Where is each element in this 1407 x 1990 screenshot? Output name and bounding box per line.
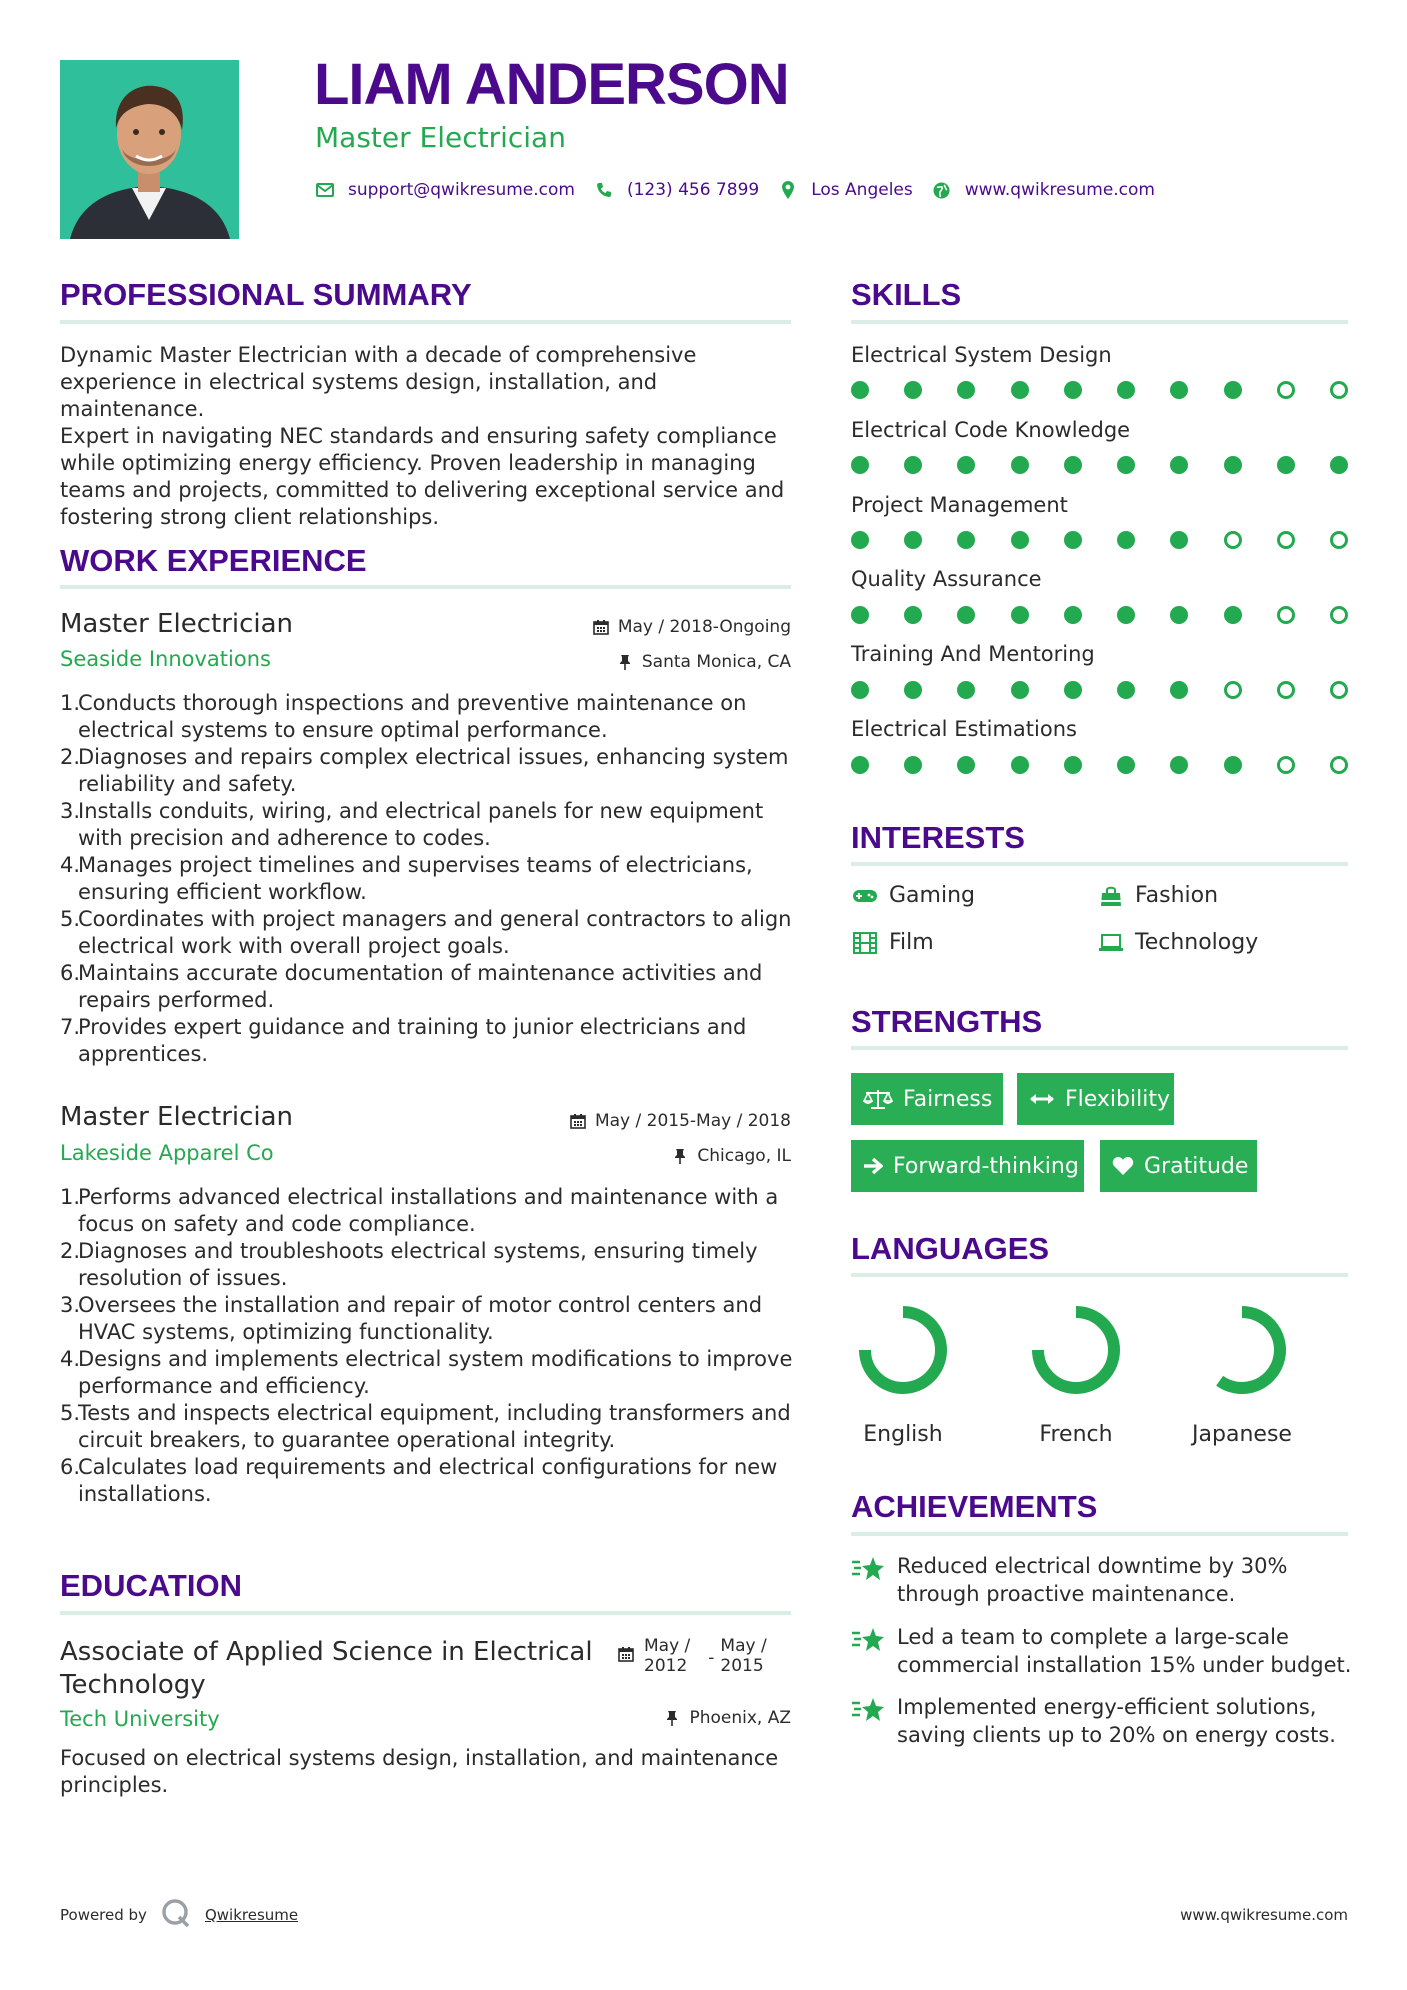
- skill-name: Project Management: [851, 493, 1068, 517]
- strengths-divider: [851, 1046, 1348, 1050]
- interests-divider: [851, 862, 1348, 866]
- globe-icon: [931, 179, 953, 201]
- summary-line: Expert in navigating NEC standards and ensuring safety compliance: [60, 424, 777, 448]
- education-description: [60, 1745, 800, 1799]
- language-item: [848, 1300, 958, 1446]
- skill-dot-filled: [957, 681, 975, 699]
- education-location: [663, 1709, 791, 1727]
- duty-item: 3. Oversees the installation and repair of motor control centers and HVAC systems, optimizing functionality.: [78, 1292, 818, 1346]
- achievement-item: [851, 1693, 1336, 1749]
- duty-item: 4. Manages project timelines and supervises teams of electricians, ensuring efficient workflow.: [78, 852, 818, 906]
- skill-dot-filled: [1170, 681, 1188, 699]
- summary-line: experience in electrical systems design, installation, and maintenance.: [60, 370, 658, 421]
- skill-dot-empty: [1330, 606, 1348, 624]
- arrow-right-icon: [863, 1154, 883, 1178]
- candidate-name: LIAM ANDERSON: [314, 52, 789, 117]
- skill-dot-empty: [1330, 681, 1348, 699]
- education-end: [720, 1636, 766, 1676]
- skill-dot-filled: [1224, 381, 1242, 399]
- skill-dot-filled: [1064, 456, 1082, 474]
- language-item: [1021, 1300, 1131, 1446]
- skill-dot-empty: [1224, 681, 1242, 699]
- duty-item: 6. Calculates load requirements and electrical configurations for new installations.: [78, 1454, 818, 1508]
- strengths-heading: STRENGTHS: [851, 1004, 1043, 1039]
- strength-label: Flexibility: [1065, 1086, 1170, 1112]
- job-title: Master Electrician: [60, 1102, 294, 1132]
- duty-list: [60, 1184, 818, 1508]
- duty-line: Conducts thorough inspections and preventive maintenance on: [78, 691, 747, 715]
- film-icon: [851, 931, 879, 955]
- skill-dot-empty: [1224, 531, 1242, 549]
- start-line: 2012: [644, 1656, 688, 1676]
- skill-dot-empty: [1277, 756, 1295, 774]
- skill-dot-empty: [1277, 681, 1295, 699]
- summary-line: fostering strong client relationships.: [60, 505, 440, 529]
- skill-dot-empty: [1277, 606, 1295, 624]
- end-line: 2015: [720, 1656, 764, 1676]
- achievement-line: Led a team to complete a large-scale: [897, 1625, 1289, 1649]
- summary-text: [60, 342, 800, 531]
- skill-dot-filled: [1277, 456, 1295, 474]
- education-dates: [618, 1636, 767, 1676]
- candidate-title: Master Electrician: [315, 121, 566, 154]
- duty-line: Oversees the installation and repair of motor control centers and: [78, 1293, 763, 1317]
- skill-dot-filled: [1170, 381, 1188, 399]
- skill-dot-empty: [1330, 531, 1348, 549]
- languages-heading: LANGUAGES: [851, 1231, 1050, 1266]
- interest-label: Technology: [1135, 930, 1259, 955]
- skill-dot-filled: [904, 381, 922, 399]
- skill-dot-filled: [1011, 681, 1029, 699]
- skill-dot-filled: [851, 381, 869, 399]
- skill-dot-filled: [904, 531, 922, 549]
- work-heading: WORK EXPERIENCE: [60, 543, 367, 578]
- interest-label: Gaming: [889, 883, 975, 908]
- duty-line: Coordinates with project managers and general contractors to align: [78, 907, 792, 931]
- skill-dot-filled: [1064, 756, 1082, 774]
- summary-line: teams and projects, committed to delivering exceptional service and: [60, 478, 785, 502]
- skill-dot-filled: [1011, 381, 1029, 399]
- skill-dot-filled: [851, 606, 869, 624]
- job-location-text: Chicago, IL: [697, 1145, 791, 1166]
- skill-dot-filled: [1117, 606, 1135, 624]
- duty-line: focus on safety and code compliance.: [78, 1212, 476, 1236]
- duty-line: electrical systems to ensure optimal performance.: [78, 718, 608, 742]
- strength-badge: [851, 1073, 1003, 1125]
- achievement-text: [897, 1623, 1351, 1679]
- skill-name: Electrical Code Knowledge: [851, 418, 1131, 442]
- gamepad-icon: [851, 884, 879, 908]
- skill-dot-filled: [1224, 606, 1242, 624]
- job-location-text: Santa Monica, CA: [641, 651, 791, 672]
- skill-rating: [851, 531, 1348, 551]
- achievement-line: commercial installation 15% under budget.: [897, 1653, 1352, 1677]
- summary-line: Dynamic Master Electrician with a decade of comprehensive: [60, 343, 697, 367]
- duty-item: 5. Tests and inspects electrical equipment, including transformers and circuit breakers, to guarantee operational integrity.: [78, 1400, 818, 1454]
- skill-dot-filled: [1117, 381, 1135, 399]
- pushpin-icon: [616, 653, 634, 671]
- duty-line: ensuring efficient workflow.: [78, 880, 367, 904]
- skill-dot-filled: [1011, 606, 1029, 624]
- degree-line: Technology: [60, 1670, 206, 1700]
- strength-label: Gratitude: [1144, 1153, 1249, 1179]
- skill-dot-empty: [1330, 381, 1348, 399]
- duty-line: Maintains accurate documentation of maintenance activities and: [78, 961, 763, 985]
- achievement-text: [897, 1552, 1287, 1608]
- skill-name: Electrical Estimations: [851, 717, 1077, 741]
- duty-line: installations.: [78, 1482, 212, 1506]
- skill-rating: [851, 606, 1348, 626]
- shooting-star-icon: [851, 1554, 885, 1584]
- interest-item: [1097, 931, 1258, 955]
- skill-dot-filled: [1170, 531, 1188, 549]
- job-title: Master Electrician: [60, 609, 294, 639]
- duty-line: Calculates load requirements and electrical configurations for new: [78, 1455, 778, 1479]
- language-level-ring: [1192, 1300, 1292, 1400]
- duty-item: 1. Conducts thorough inspections and preventive maintenance on electrical systems to ensure optimal performance.: [78, 690, 818, 744]
- contact-website[interactable]: [931, 179, 1155, 201]
- skill-dot-filled: [1064, 681, 1082, 699]
- skill-dot-filled: [1064, 606, 1082, 624]
- skill-dot-filled: [851, 531, 869, 549]
- skill-dot-filled: [957, 381, 975, 399]
- skill-dot-filled: [957, 531, 975, 549]
- website-text: www.qwikresume.com: [964, 180, 1155, 200]
- education-desc-line: Focused on electrical systems design, installation, and maintenance: [60, 1746, 779, 1770]
- end-line: May /: [720, 1636, 767, 1656]
- location-text: Los Angeles: [811, 180, 913, 200]
- achievement-line: through proactive maintenance.: [897, 1582, 1236, 1606]
- skill-dot-filled: [1117, 756, 1135, 774]
- duty-item: 4. Designs and implements electrical system modifications to improve performance and efficiency.: [78, 1346, 818, 1400]
- skill-dot-filled: [1170, 456, 1188, 474]
- duty-item: 3. Installs conduits, wiring, and electrical panels for new equipment with precision and adherence to codes.: [78, 798, 818, 852]
- strength-badge: [1100, 1140, 1257, 1192]
- skill-dot-filled: [1170, 756, 1188, 774]
- skill-dot-filled: [957, 606, 975, 624]
- duty-list: [60, 690, 818, 1068]
- skill-dot-filled: [1224, 456, 1242, 474]
- languages-divider: [851, 1273, 1348, 1277]
- pushpin-icon: [663, 1709, 681, 1727]
- pushpin-icon: [671, 1147, 689, 1165]
- duty-line: Tests and inspects electrical equipment, including transformers and: [78, 1401, 791, 1425]
- summary-heading: PROFESSIONAL SUMMARY: [60, 277, 472, 312]
- duty-item: 2. Diagnoses and repairs complex electrical issues, enhancing system reliability and safety.: [78, 744, 818, 798]
- skill-dot-empty: [1277, 531, 1295, 549]
- skill-dot-filled: [1224, 756, 1242, 774]
- skill-dot-empty: [1277, 381, 1295, 399]
- skill-name: Training And Mentoring: [851, 642, 1095, 666]
- strength-badge: [851, 1140, 1084, 1192]
- skill-name: Electrical System Design: [851, 343, 1112, 367]
- laptop-icon: [1097, 931, 1125, 955]
- degree-title: [60, 1636, 620, 1702]
- shooting-star-icon: [851, 1625, 885, 1655]
- skill-dot-filled: [957, 756, 975, 774]
- skill-dot-filled: [1330, 456, 1348, 474]
- achievements-heading: ACHIEVEMENTS: [851, 1489, 1098, 1524]
- language-level-ring: [853, 1300, 953, 1400]
- duty-line: circuit breakers, to guarantee operational integrity.: [78, 1428, 616, 1452]
- calendar-icon: [592, 618, 610, 636]
- map-marker-icon: [777, 179, 799, 201]
- skill-name: Quality Assurance: [851, 567, 1042, 591]
- education-start: [644, 1636, 690, 1676]
- job-date: [592, 618, 791, 636]
- contact-email[interactable]: [314, 179, 575, 201]
- duty-line: Manages project timelines and supervises teams of electricians,: [78, 853, 753, 877]
- interests-heading: INTERESTS: [851, 820, 1025, 855]
- strength-badge: [1017, 1073, 1174, 1125]
- duty-line: repairs performed.: [78, 988, 275, 1012]
- school-name: Tech University: [60, 1707, 220, 1731]
- balance-scale-icon: [863, 1087, 893, 1111]
- strength-label: Fairness: [903, 1086, 993, 1112]
- skill-dot-filled: [1117, 531, 1135, 549]
- duty-line: HVAC systems, optimizing functionality.: [78, 1320, 494, 1344]
- education-desc-line: principles.: [60, 1773, 169, 1797]
- footer-powered: [60, 1898, 298, 1932]
- calendar-icon: [618, 1646, 636, 1664]
- language-level-ring: [1026, 1300, 1126, 1400]
- skill-rating: [851, 756, 1348, 776]
- skill-dot-filled: [1011, 756, 1029, 774]
- language-level-arc: [1038, 1312, 1114, 1388]
- duty-item: 1. Performs advanced electrical installations and maintenance with a focus on safety and code compliance.: [78, 1184, 818, 1238]
- language-name: English: [863, 1422, 943, 1447]
- start-line: May /: [644, 1636, 691, 1656]
- skill-rating: [851, 381, 1348, 401]
- duty-line: Diagnoses and troubleshoots electrical systems, ensuring timely: [78, 1239, 758, 1263]
- language-name: French: [1039, 1422, 1113, 1447]
- duty-line: with precision and adherence to codes.: [78, 826, 491, 850]
- contact-phone[interactable]: [593, 179, 759, 201]
- job-location: [671, 1147, 791, 1165]
- skill-dot-filled: [1011, 456, 1029, 474]
- skill-dot-filled: [1064, 531, 1082, 549]
- strength-label: Forward-thinking: [893, 1153, 1079, 1179]
- skill-dot-filled: [851, 756, 869, 774]
- duty-item: 5. Coordinates with project managers and general contractors to align electrical work with overall project goals.: [78, 906, 818, 960]
- skill-dot-filled: [851, 456, 869, 474]
- duty-line: Installs conduits, wiring, and electrical panels for new equipment: [78, 799, 764, 823]
- skill-dot-filled: [904, 606, 922, 624]
- skill-dot-filled: [957, 456, 975, 474]
- duty-line: Diagnoses and repairs complex electrical issues, enhancing system: [78, 745, 789, 769]
- achievement-line: Implemented energy-efficient solutions,: [897, 1695, 1317, 1719]
- achievements-divider: [851, 1532, 1348, 1536]
- skill-dot-filled: [1117, 456, 1135, 474]
- language-item: [1187, 1300, 1297, 1446]
- skill-dot-filled: [1011, 531, 1029, 549]
- skill-dot-filled: [1064, 381, 1082, 399]
- skill-dot-filled: [1170, 606, 1188, 624]
- achievement-text: [897, 1693, 1336, 1749]
- contact-bar: [314, 178, 1173, 202]
- achievement-item: [851, 1552, 1287, 1608]
- company-name: Seaside Innovations: [60, 647, 271, 671]
- shooting-star-icon: [851, 1695, 885, 1725]
- company-name: Lakeside Apparel Co: [60, 1141, 274, 1165]
- work-divider: [60, 585, 791, 589]
- language-level-arc: [865, 1312, 941, 1388]
- profile-photo: [60, 60, 239, 239]
- duty-line: Designs and implements electrical system modifications to improve: [78, 1347, 793, 1371]
- skills-heading: SKILLS: [851, 277, 962, 312]
- education-location-text: Phoenix, AZ: [689, 1707, 791, 1728]
- interest-item: [851, 884, 975, 908]
- job-date-text: May / 2015-May / 2018: [594, 1110, 791, 1131]
- summary-divider: [60, 320, 791, 324]
- skill-rating: [851, 456, 1348, 476]
- heart-icon: [1112, 1154, 1134, 1178]
- education-heading: EDUCATION: [60, 1568, 242, 1603]
- skill-dot-empty: [1330, 756, 1348, 774]
- duty-line: resolution of issues.: [78, 1266, 288, 1290]
- summary-line: while optimizing energy efficiency. Proven leadership in managing: [60, 451, 756, 475]
- degree-line: Associate of Applied Science in Electrical: [60, 1637, 593, 1667]
- calendar-icon: [569, 1112, 587, 1130]
- arrows-horizontal-icon: [1029, 1087, 1055, 1111]
- interest-label: Fashion: [1135, 883, 1219, 908]
- contact-location: [777, 179, 913, 201]
- interest-item: [851, 931, 934, 955]
- achievement-item: [851, 1623, 1351, 1679]
- skill-dot-filled: [904, 681, 922, 699]
- job-date: [569, 1112, 791, 1130]
- skill-dot-filled: [904, 756, 922, 774]
- duty-line: electrical work with overall project goals.: [78, 934, 510, 958]
- shopping-bag-icon: [1097, 884, 1125, 908]
- skill-dot-filled: [1117, 681, 1135, 699]
- duty-line: performance and efficiency.: [78, 1374, 370, 1398]
- achievement-line: Reduced electrical downtime by 30%: [897, 1554, 1288, 1578]
- powered-by-text: Powered by: [60, 1906, 147, 1924]
- duty-line: reliability and safety.: [78, 772, 297, 796]
- phone-text: (123) 456 7899: [626, 180, 760, 200]
- duty-item: 6. Maintains accurate documentation of maintenance activities and repairs performed.: [78, 960, 818, 1014]
- interest-label: Film: [889, 930, 934, 955]
- language-level-arc: [1220, 1312, 1280, 1388]
- job-location: [616, 653, 791, 671]
- skill-dot-filled: [904, 456, 922, 474]
- qwikresume-link[interactable]: Qwikresume: [204, 1906, 299, 1924]
- skill-rating: [851, 681, 1348, 701]
- duty-item: 7. Provides expert guidance and training to junior electricians and apprentices.: [78, 1014, 818, 1068]
- job-date-text: May / 2018-Ongoing: [617, 616, 791, 637]
- qwikresume-logo-icon: [161, 1898, 191, 1932]
- skill-dot-filled: [851, 681, 869, 699]
- date-separator: -: [708, 1648, 715, 1668]
- interest-item: [1097, 884, 1218, 908]
- phone-icon: [593, 179, 615, 201]
- education-divider: [60, 1611, 791, 1615]
- skills-divider: [851, 320, 1348, 324]
- email-text: support@qwikresume.com: [348, 180, 575, 200]
- duty-line: apprentices.: [78, 1042, 209, 1066]
- duty-line: Provides expert guidance and training to junior electricians and: [78, 1015, 747, 1039]
- language-name: Japanese: [1192, 1422, 1292, 1447]
- footer-website[interactable]: www.qwikresume.com: [1180, 1906, 1348, 1924]
- achievement-line: saving clients up to 20% on energy costs.: [897, 1723, 1336, 1747]
- envelope-icon: [314, 179, 336, 201]
- duty-line: Performs advanced electrical installations and maintenance with a: [78, 1185, 779, 1209]
- duty-item: 2. Diagnoses and troubleshoots electrical systems, ensuring timely resolution of issues.: [78, 1238, 818, 1292]
